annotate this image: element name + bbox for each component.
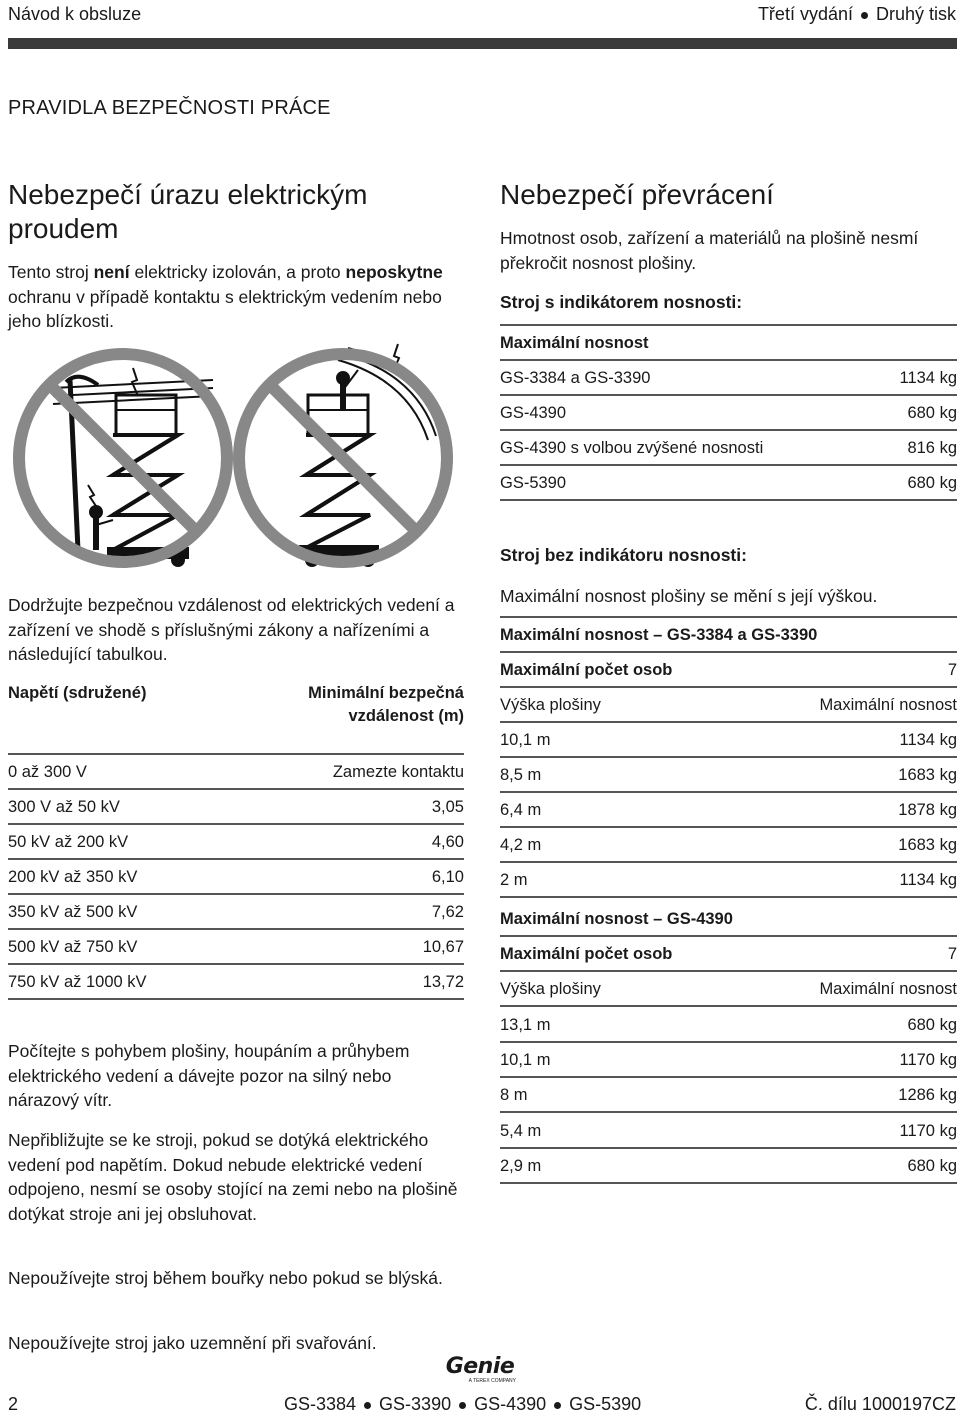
table-row: GS-5390 680 kg — [500, 466, 957, 501]
contact-warning: Nepřibližujte se ke stroji, pokud se dotýká elektrického vedení pod napětím. Dokud nebude elektrické vedení odpojeno, nesmí se osoby stojící na zemi nebo na plošině dotýkat stroje ani jej obsluhovat. — [8, 1130, 458, 1224]
keep-distance-text: Dodržujte bezpečnou vzdálenost od elektrických vedení a zařízení ve shodě s příslušnými zákony a nařízeními a následující tabulkou. — [8, 595, 455, 664]
section-title: PRAVIDLA BEZPEČNOSTI PRÁCE — [8, 97, 331, 119]
group2-column-header: Výška plošiny Maximální nosnost — [500, 972, 957, 1007]
header-rule — [8, 38, 957, 49]
bullet-icon — [364, 1402, 371, 1409]
max-capacity-header: Maximální nosnost — [500, 326, 957, 361]
table-row: 750 kV až 1000 kV 13,72 — [8, 965, 464, 1000]
genie-logo: Genie A TEREX COMPANY — [445, 1354, 516, 1384]
storm-warning: Nepoužívejte stroj během bouřky nebo pokud se blýská. — [8, 1268, 443, 1288]
table-row: GS-4390 s volbou zvýšené nosnosti 816 kg — [500, 431, 957, 466]
bullet-icon — [861, 12, 868, 19]
bullet-icon — [554, 1402, 561, 1409]
footer-models: GS-3384 GS-3390 GS-4390 GS-5390 — [284, 1394, 642, 1414]
with-indicator-heading: Stroj s indikátorem nosnosti: — [500, 292, 743, 312]
edition-label: Třetí vydání — [757, 4, 853, 24]
page-number: 2 — [8, 1394, 19, 1414]
table-row: 10,1 m 1170 kg — [500, 1043, 957, 1078]
capacity-varies-text: Maximální nosnost plošiny se mění s její výškou. — [500, 586, 878, 606]
table-row: 2,9 m 680 kg — [500, 1149, 957, 1184]
movement-warning: Počítejte s pohybem plošiny, houpáním a průhybem elektrického vedení a dávejte pozor na silný nebo nárazový vítr. — [8, 1041, 410, 1110]
table-row: 8,5 m 1683 kg — [500, 758, 957, 793]
group1-title: Maximální nosnost – GS-3384 a GS-3390 — [500, 618, 957, 653]
tip-over-intro: Hmotnost osob, zařízení a materiálů na plošině nesmí překročit nosnost plošiny. — [500, 228, 919, 273]
manual-title: Návod k obsluze — [8, 4, 142, 24]
edition-info — [758, 4, 956, 25]
electrocution-title: Nebezpečí úrazu elektrickým proudem — [8, 179, 368, 244]
group1-persons-row: Maximální počet osob 7 — [500, 653, 957, 688]
table-row: 0 až 300 V Zamezte kontaktu — [8, 755, 464, 790]
table-row: 6,4 m 1878 kg — [500, 793, 957, 828]
voltage-header: Napětí (sdružené) — [8, 684, 147, 702]
table-row: 500 kV až 750 kV 10,67 — [8, 930, 464, 965]
table-row: 5,4 m 1170 kg — [500, 1114, 957, 1149]
table-row: GS-4390 680 kg — [500, 396, 957, 431]
table-row: GS-3384 a GS-3390 1134 kg — [500, 361, 957, 396]
table-row: 350 kV až 500 kV 7,62 — [8, 895, 464, 930]
table-row: 2 m 1134 kg — [500, 863, 957, 898]
group1-column-header: Výška plošiny Maximální nosnost — [500, 688, 957, 723]
welding-warning: Nepoužívejte stroj jako uzemnění při svařování. — [8, 1333, 377, 1353]
distance-header: Minimální bezpečná vzdálenost (m) — [308, 684, 464, 725]
table-row: 13,1 m 680 kg — [500, 1008, 957, 1043]
table-row: 300 V až 50 kV 3,05 — [8, 790, 464, 825]
group2-title: Maximální nosnost – GS-4390 — [500, 902, 957, 937]
group2-persons-row: Maximální počet osob 7 — [500, 937, 957, 972]
bullet-icon — [459, 1402, 466, 1409]
electrocution-intro: Tento stroj není elektricky izolován, a proto neposkytne ochranu v případě kontaktu s elektrickým vedením nebo jeho blízkosti. — [8, 262, 443, 331]
table-row: 4,2 m 1683 kg — [500, 828, 957, 863]
part-number: Č. dílu 1000197CZ — [804, 1394, 956, 1414]
without-indicator-heading: Stroj bez indikátoru nosnosti: — [500, 545, 747, 565]
power-line-hazard-illustration — [8, 340, 458, 570]
print-label: Druhý tisk — [875, 4, 956, 24]
table-row: 8 m 1286 kg — [500, 1078, 957, 1113]
table-row: 10,1 m 1134 kg — [500, 723, 957, 758]
table-row: 50 kV až 200 kV 4,60 — [8, 825, 464, 860]
tip-over-title: Nebezpečí převrácení — [500, 179, 774, 210]
table-row: 200 kV až 350 kV 6,10 — [8, 860, 464, 895]
